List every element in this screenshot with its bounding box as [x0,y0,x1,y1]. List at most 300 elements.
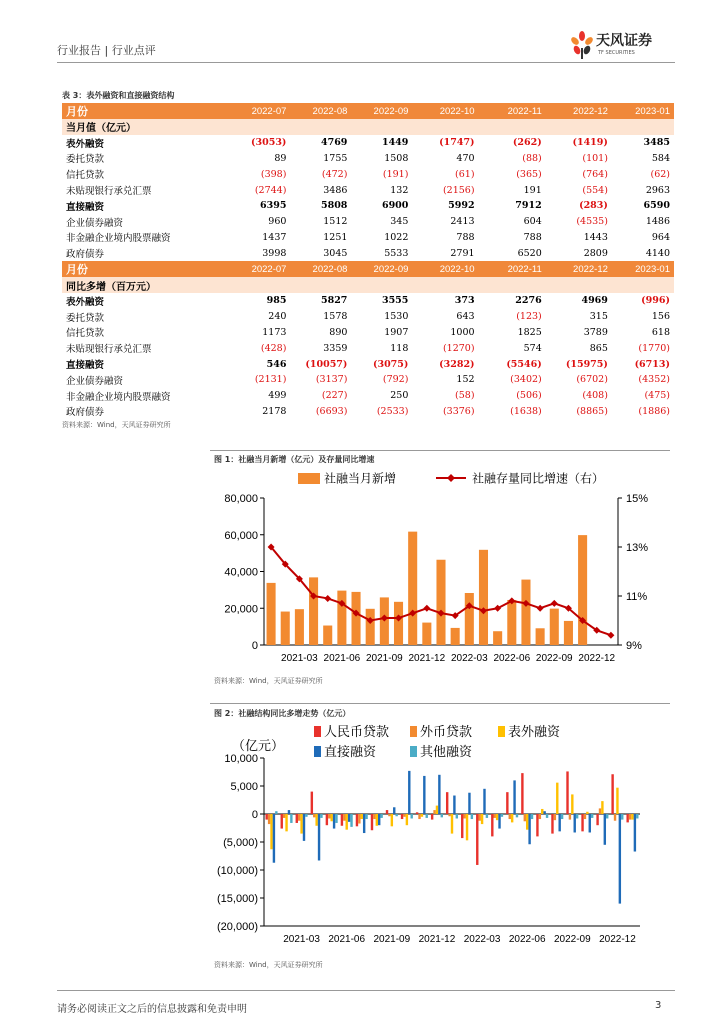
bar-f28a30 [418,814,420,819]
value-cell: 1825 [517,326,542,338]
logo-subtitle: TF SECURITIES [598,50,635,56]
section-title-row [62,277,674,293]
value-cell: 604 [523,216,542,228]
chart1-divider [210,450,670,451]
value-cell: 6520 [517,247,542,259]
bar-ffc000 [481,814,483,824]
page-number: 3 [655,1000,662,1011]
x-tick-label: 2021-12 [418,934,456,945]
value-cell: 5827 [320,295,348,307]
month-header-cell: 2023-01 [612,103,674,119]
section-title-row [62,119,674,135]
legend-label-monthly-new: 社融当月新增 [324,471,397,486]
row-label: 未贴现银行承兑汇票 [66,344,152,356]
value-cell: (3376) [442,405,475,417]
bar-e8322c [326,814,328,825]
bar-f28a30 [584,814,586,819]
value-cell: (408) [582,390,608,402]
bar-e8322c [416,812,418,814]
value-cell: 3998 [262,247,287,259]
value-cell: (2533) [376,405,409,417]
left-tick-label: 60,000 [224,529,258,542]
table-row [62,214,674,230]
bar-1f6bb8 [574,814,576,832]
bar-1f6bb8 [408,771,410,814]
bar-1f6bb8 [589,814,591,832]
bar-e8322c [566,771,568,814]
row-label: 企业债券融资 [66,217,124,229]
month-header-row [62,103,674,119]
bar-1f6bb8 [543,811,545,814]
left-tick-label: 5,000 [230,781,258,793]
table-row [62,340,674,356]
value-cell: 1251 [323,231,348,243]
legend-swatch [410,746,417,757]
bar-1f6bb8 [634,814,636,852]
bar-f28a30 [403,814,405,817]
left-tick-label: 80,000 [224,493,258,505]
bar-4bacc6 [395,814,397,816]
growth-point [324,595,331,602]
value-cell: 4769 [320,137,348,149]
bar-monthly-new [479,550,488,645]
value-cell: 7912 [515,200,542,212]
bar-f28a30 [433,810,435,814]
bar-4bacc6 [350,814,352,827]
bar-ffc000 [361,814,363,819]
month-header-cell: 2022-10 [412,261,478,277]
value-cell: 5992 [448,200,475,212]
value-cell: (6713) [634,358,670,370]
growth-point [423,605,430,612]
table-row [62,245,674,261]
table-row [62,372,674,388]
x-tick-label: 2021-12 [408,653,446,664]
bar-monthly-new [451,628,460,645]
bar-e8322c [401,814,403,819]
bar-1f6bb8 [558,814,560,831]
value-cell: (5546) [506,358,542,370]
row-label: 委托贷款 [66,312,105,324]
value-cell: (191) [382,168,409,180]
bar-f28a30 [358,814,360,824]
footer-divider [57,990,675,991]
value-cell: 240 [268,311,287,323]
bar-1f6bb8 [498,814,500,829]
growth-point [537,605,544,612]
bar-f28a30 [478,814,480,821]
value-cell: (2131) [254,374,287,386]
bar-ffc000 [346,814,348,830]
left-tick-label: 0 [251,809,258,821]
bar-f28a30 [614,814,616,821]
x-tick-label: 2021-09 [373,934,411,945]
bar-f28a30 [373,814,375,819]
growth-point [494,605,501,612]
bar-e8322c [581,814,583,831]
value-cell: 960 [268,216,287,228]
x-tick-label: 2021-03 [281,653,318,664]
value-cell: 5808 [320,200,348,212]
legend-swatch [314,746,321,757]
x-tick-label: 2022-06 [493,653,531,664]
bar-ffc000 [406,814,408,825]
bar-1f6bb8 [513,780,515,814]
value-cell: (61) [455,168,475,180]
table-row [62,182,674,198]
bar-1f6bb8 [453,796,455,814]
value-cell: 499 [268,390,287,402]
legend-label: 表外融资 [508,724,561,739]
month-header-cell: 2022-07 [227,261,290,277]
value-cell: 1907 [384,326,409,338]
value-cell: 584 [651,152,670,164]
month-label: 月份 [62,103,227,119]
bar-1f6bb8 [333,814,335,829]
bar-ffc000 [436,806,438,814]
bar-ffc000 [421,814,423,817]
value-cell: 1512 [323,216,348,228]
legend-label-growth: 社融存量同比增速（右） [472,471,605,486]
month-header-cell: 2022-08 [290,103,351,119]
value-cell: (3053) [251,137,287,149]
value-cell: 618 [651,326,670,338]
bar-1f6bb8 [483,789,485,814]
bar-ffc000 [391,814,393,826]
value-cell: (1270) [442,342,475,354]
value-cell: (4535) [576,216,608,228]
bar-monthly-new [422,623,431,645]
bar-4bacc6 [471,814,473,819]
value-cell: (15975) [565,358,608,370]
growth-point [551,600,558,607]
x-tick-label: 2022-03 [450,653,488,664]
table-source: 资料来源：Wind，天风证券研究所 [62,421,171,429]
bar-e8322c [281,814,283,829]
bar-e8322c [341,814,343,826]
table-row [62,293,674,309]
value-cell: 788 [456,231,475,243]
x-tick-label: 2022-06 [508,934,546,945]
value-cell: 3555 [381,295,409,307]
value-cell: 2276 [515,295,542,307]
right-tick-label: 13% [626,542,649,554]
value-cell: (428) [260,342,287,354]
value-cell: (4352) [638,374,670,386]
bar-ffc000 [496,814,498,820]
value-cell: (1886) [638,405,670,417]
bar-monthly-new [309,577,318,645]
value-cell: 132 [390,184,409,196]
bar-f28a30 [283,814,285,818]
bar-f28a30 [328,814,330,818]
value-cell: (554) [582,184,608,196]
bar-4bacc6 [380,814,382,818]
section-title: 同比多增（百万元） [62,277,674,293]
value-cell: (1770) [638,342,670,354]
value-cell: (792) [382,374,409,386]
value-cell: 118 [390,342,409,354]
left-tick-label: (20,000) [217,921,258,933]
bar-monthly-new [337,591,346,645]
bar-e8322c [296,814,298,823]
bar-e8322c [626,814,628,822]
value-cell: 373 [454,295,475,307]
x-tick-label: 2021-06 [323,653,361,664]
bar-f28a30 [298,814,300,821]
bar-4bacc6 [290,814,292,823]
value-cell: 1578 [323,311,348,323]
bar-f28a30 [599,808,601,814]
bar-e8322c [446,792,448,814]
bar-4bacc6 [636,814,638,818]
bar-e8322c [431,814,433,820]
bar-1f6bb8 [318,814,320,860]
report-header: 行业报告 | 行业点评 [57,44,156,57]
value-cell: 3359 [323,342,348,354]
bar-4bacc6 [621,814,623,820]
row-label: 表外融资 [66,138,105,150]
bar-e8322c [371,814,373,830]
month-header-cell: 2022-12 [546,103,612,119]
bar-e8322c [266,814,268,820]
legend-swatch-monthly-new [298,473,320,484]
bar-4bacc6 [591,814,593,818]
bar-ffc000 [315,814,317,826]
bar-ffc000 [616,788,618,814]
bar-4bacc6 [426,814,428,818]
bar-4bacc6 [516,814,518,817]
legend-swatch-growth-marker [447,474,455,482]
company-logo [570,28,680,62]
value-cell: (262) [512,137,542,149]
bar-f28a30 [554,814,556,820]
header-divider [57,62,675,63]
month-header-cell: 2022-11 [479,103,546,119]
row-label: 政府债券 [66,407,105,419]
bar-monthly-new [408,532,417,645]
row-label: 政府债券 [66,249,105,261]
section-title: 当月值（亿元） [62,119,674,135]
x-tick-label: 2021-06 [328,934,366,945]
value-cell: 2809 [583,247,608,259]
bar-e8322c [506,792,508,814]
value-cell: 250 [390,390,409,402]
table-row [62,404,674,420]
bar-e8322c [536,814,538,836]
value-cell: 1437 [262,231,287,243]
bar-ffc000 [586,812,588,814]
bar-4bacc6 [410,814,412,818]
bar-e8322c [386,810,388,814]
legend-label: 其他融资 [420,744,473,759]
bar-e8322c [476,814,478,865]
row-label: 直接融资 [66,201,105,213]
bar-f28a30 [569,814,571,820]
bar-monthly-new [295,609,304,645]
bar-f28a30 [388,814,390,816]
left-tick-label: 20,000 [224,603,258,616]
x-tick-label: 2022-12 [599,934,636,945]
value-cell: 345 [390,216,409,228]
financing-structure-table [62,103,674,419]
x-tick-label: 2022-03 [463,934,501,945]
bar-4bacc6 [501,814,503,817]
left-tick-label: 10,000 [224,753,258,765]
bar-4bacc6 [546,814,548,818]
bar-1f6bb8 [528,814,530,844]
legend-swatch [498,726,505,737]
row-label: 信托贷款 [66,170,105,182]
value-cell: 1173 [262,326,287,338]
value-cell: (1747) [439,137,475,149]
value-cell: (283) [579,200,608,212]
value-cell: (10057) [305,358,348,370]
bar-f28a30 [463,814,465,818]
bar-e8322c [491,814,493,836]
value-cell: (3075) [372,358,409,370]
bar-ffc000 [631,814,633,820]
bar-1f6bb8 [619,814,621,904]
chart1-source: 资料来源：Wind，天风证券研究所 [214,677,323,685]
legend-swatch [410,726,417,737]
value-cell: (101) [582,152,608,164]
bar-ffc000 [285,814,287,831]
bar-f28a30 [448,814,450,816]
month-header-cell: 2022-08 [290,261,351,277]
table-row [62,309,674,325]
month-header-cell: 2022-09 [351,261,412,277]
bar-1f6bb8 [393,807,395,814]
bar-f28a30 [524,814,526,821]
value-cell: 191 [523,184,542,196]
bar-f28a30 [343,814,345,821]
left-tick-label: (15,000) [217,893,258,905]
value-cell: 1486 [645,216,670,228]
social-financing-chart [210,465,680,675]
bar-monthly-new [550,609,559,645]
table-row [62,356,674,372]
value-cell: 546 [266,358,287,370]
month-header-cell: 2022-10 [412,103,478,119]
row-label: 表外融资 [66,296,105,308]
bar-monthly-new [267,583,276,645]
x-tick-label: 2022-12 [578,653,616,664]
table-row [62,135,674,151]
bar-e8322c [551,814,553,834]
value-cell: (506) [516,390,542,402]
table-row [62,198,674,214]
row-label: 非金融企业境内股票融资 [66,233,171,245]
value-cell: (472) [321,168,348,180]
bar-1f6bb8 [604,814,606,845]
value-cell: 315 [589,311,608,323]
value-cell: 3789 [583,326,608,338]
value-cell: 1755 [323,152,348,164]
bar-monthly-new [536,628,545,645]
bar-4bacc6 [365,814,367,819]
month-header-row [62,261,674,277]
table-row [62,151,674,167]
right-tick-label: 9% [626,640,642,652]
bar-ffc000 [601,801,603,814]
value-cell: 1508 [384,152,409,164]
table-row [62,325,674,341]
table-caption: 表 3：表外融资和直接融资结构 [62,91,175,100]
bar-ffc000 [526,814,528,830]
bar-1f6bb8 [288,810,290,814]
bar-1f6bb8 [363,814,365,833]
value-cell: (88) [522,152,542,164]
x-tick-label: 2022-09 [553,934,591,945]
table-row [62,230,674,246]
legend-label: 人民币贷款 [324,724,390,739]
x-tick-label: 2022-09 [535,653,573,664]
value-cell: (6693) [315,405,348,417]
bar-monthly-new [578,535,587,645]
value-cell: 1530 [384,311,409,323]
value-cell: (8865) [576,405,608,417]
bar-ffc000 [330,814,332,821]
bar-4bacc6 [576,814,578,818]
left-tick-label: 40,000 [224,566,258,579]
row-label: 未贴现银行承兑汇票 [66,186,152,198]
value-cell: 2791 [450,247,475,259]
value-cell: 643 [456,311,475,323]
legend-swatch [314,726,321,737]
x-tick-label: 2021-03 [283,934,320,945]
bar-ffc000 [376,814,378,826]
bar-f28a30 [494,814,496,818]
value-cell: 152 [456,374,475,386]
bar-e8322c [461,814,463,838]
bar-4bacc6 [531,814,533,819]
row-label: 直接融资 [66,360,105,372]
bar-4bacc6 [456,814,458,818]
chart1-caption: 图 1：社融当月新增（亿元）及存量同比增速 [214,455,375,464]
value-cell: (58) [455,390,475,402]
bar-ffc000 [270,814,272,849]
growth-point [607,632,614,639]
bar-e8322c [521,773,523,814]
bar-monthly-new [493,631,502,645]
left-tick-label: (5,000) [223,837,258,849]
value-cell: 788 [523,231,542,243]
month-header-cell: 2022-09 [351,103,412,119]
right-tick-label: 11% [626,591,648,603]
bar-ffc000 [571,794,573,814]
bar-monthly-new [521,580,530,645]
value-cell: (3137) [315,374,348,386]
value-cell: (2744) [254,184,287,196]
bar-ffc000 [300,814,302,834]
bar-1f6bb8 [273,814,275,863]
bar-ffc000 [451,814,453,834]
legend-label: 直接融资 [324,744,377,759]
bar-monthly-new [564,621,573,645]
value-cell: 865 [589,342,608,354]
chart2-divider [210,703,670,704]
value-cell: (123) [516,311,542,323]
bar-e8322c [356,814,358,826]
bar-ffc000 [541,809,543,814]
chart2-source: 资料来源：Wind，天风证券研究所 [214,961,323,969]
bar-monthly-new [352,592,361,645]
right-tick-label: 15% [626,493,649,505]
value-cell: (1638) [510,405,542,417]
value-cell: 3485 [643,137,670,149]
bar-monthly-new [281,612,290,645]
